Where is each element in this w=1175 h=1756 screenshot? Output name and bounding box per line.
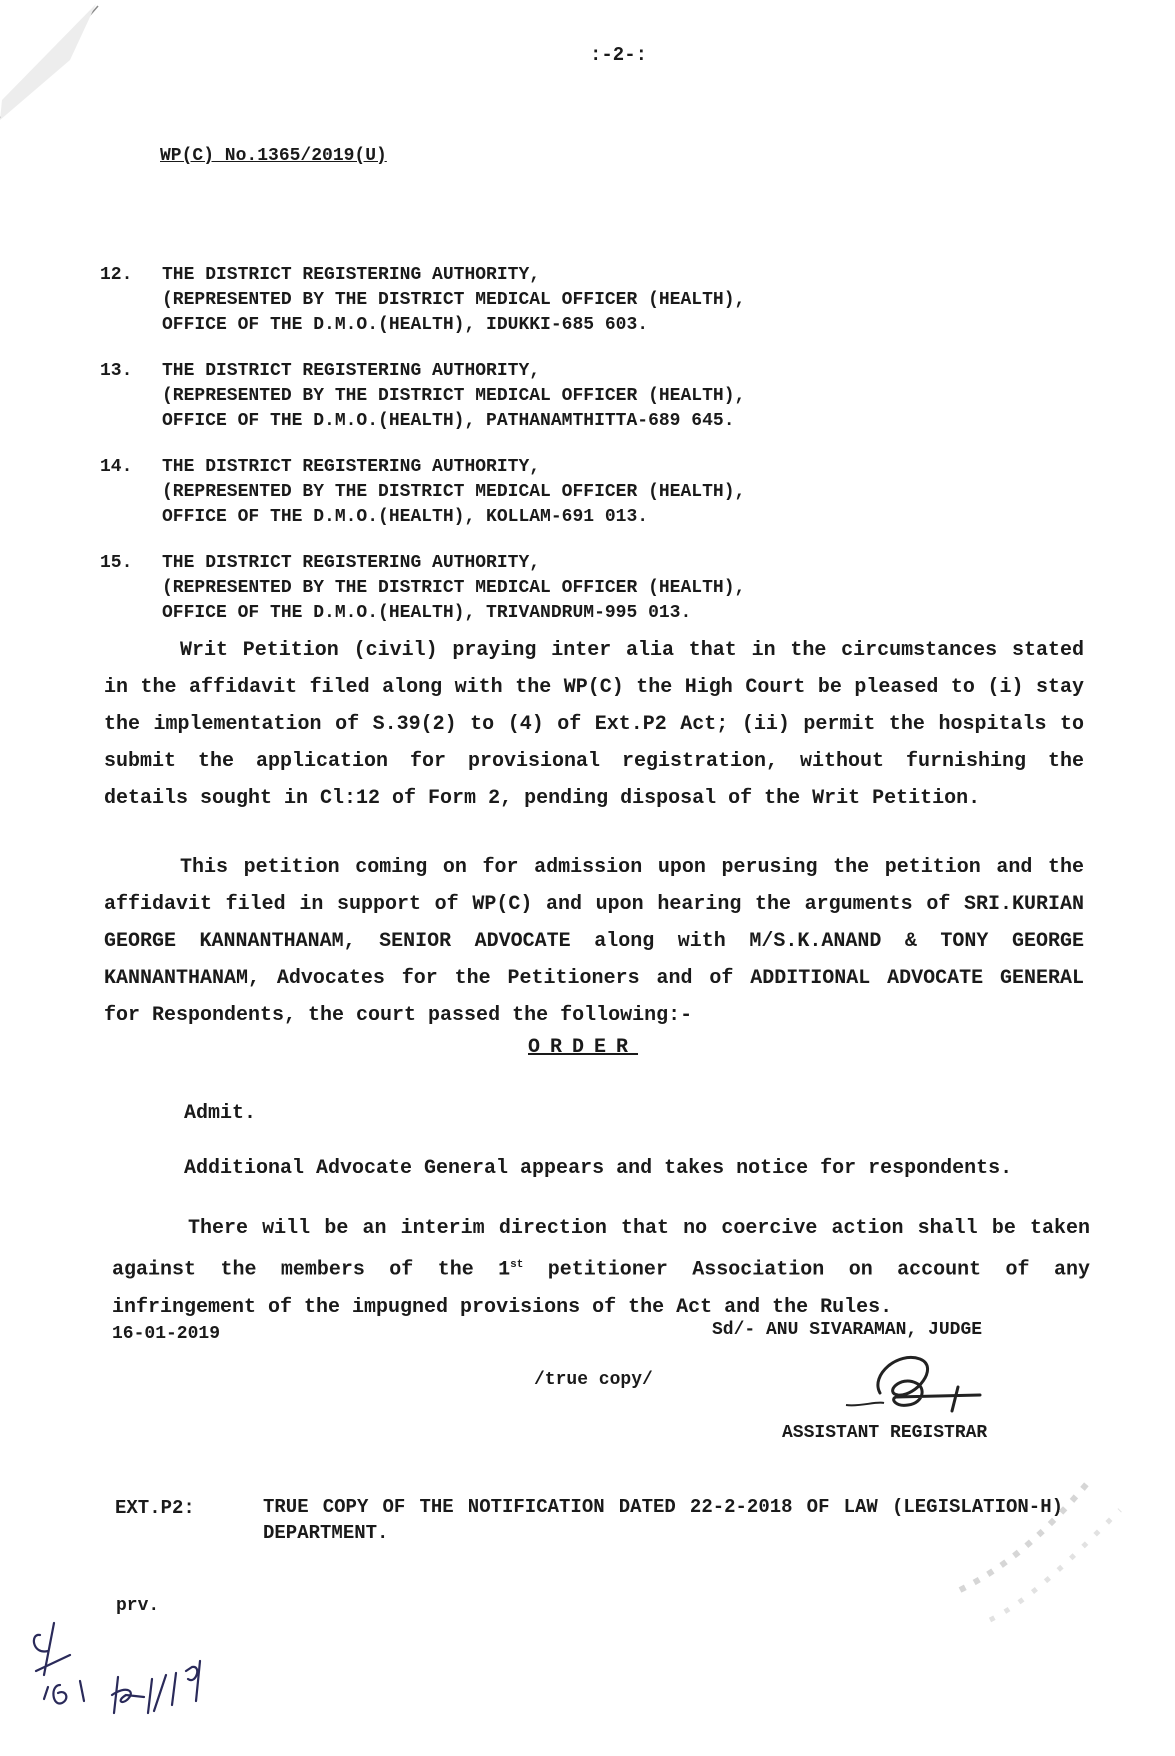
respondent-line: THE DISTRICT REGISTERING AUTHORITY,	[162, 265, 541, 285]
order-heading: ORDER	[528, 1036, 639, 1059]
hearing-text: This petition coming on for admission upon perusing the petition and the affidavit filed in support of WP(C) and upon hearing the arguments of SRI.KURIAN GEORGE KANNANTHANAM, SENIOR ADVOCATE along with M/S.K.ANAND & TONY GEORGE KANNANTHANAM, Advocates for the Petitioners and of ADDITIONAL ADVOCATE GENERAL for Respondents, the court passed the following:-	[104, 856, 1084, 1027]
signature-icon	[840, 1345, 1000, 1415]
notice-line: Additional Advocate General appears and takes notice for respondents.	[184, 1157, 1013, 1180]
faint-stamp-mark	[930, 1440, 1130, 1630]
respondent-line: THE DISTRICT REGISTERING AUTHORITY,	[162, 361, 541, 381]
respondent-number: 15.	[100, 553, 133, 573]
respondent-line: (REPRESENTED BY THE DISTRICT MEDICAL OFFICER (HEALTH),	[162, 482, 746, 502]
respondent-line: OFFICE OF THE D.M.O.(HEALTH), TRIVANDRUM-995 013.	[162, 603, 692, 623]
order-date: 16-01-2019	[112, 1324, 221, 1344]
interim-paragraph	[112, 1210, 1090, 1326]
respondent-number: 14.	[100, 457, 133, 477]
exhibit-text: TRUE COPY OF THE NOTIFICATION DATED 22-2-2018 OF LAW (LEGISLATION-H) DEPARTMENT.	[263, 1496, 1063, 1544]
hearing-paragraph	[104, 849, 1084, 1034]
prv-label: prv.	[116, 1596, 160, 1616]
respondent-line: (REPRESENTED BY THE DISTRICT MEDICAL OFFICER (HEALTH),	[162, 290, 746, 310]
interim-text-end: petitioner Association on account of any infringement of the impugned provisions of the Act and the Rules.	[112, 1258, 1090, 1319]
true-copy-label: /true copy/	[534, 1370, 653, 1390]
respondent-line: THE DISTRICT REGISTERING AUTHORITY,	[162, 553, 541, 573]
interim-text-start: There will be an interim direction that no coercive action shall be taken against the members of the 1	[112, 1217, 1090, 1282]
respondent-line: OFFICE OF THE D.M.O.(HEALTH), KOLLAM-691 013.	[162, 507, 649, 527]
case-number: WP(C) No.1365/2019(U)	[160, 146, 387, 166]
exhibit-label: EXT.P2:	[115, 1497, 195, 1519]
respondent-line: OFFICE OF THE D.M.O.(HEALTH), IDUKKI-685 603.	[162, 315, 649, 335]
respondent-number: 13.	[100, 361, 133, 381]
assistant-registrar-label: ASSISTANT REGISTRAR	[782, 1423, 988, 1443]
respondent-line: (REPRESENTED BY THE DISTRICT MEDICAL OFFICER (HEALTH),	[162, 386, 746, 406]
respondent-number: 12.	[100, 265, 133, 285]
respondent-line: OFFICE OF THE D.M.O.(HEALTH), PATHANAMTHITTA-689 645.	[162, 411, 735, 431]
page-number: :-2-:	[590, 44, 648, 66]
judge-signature: Sd/- ANU SIVARAMAN, JUDGE	[712, 1320, 983, 1340]
handwritten-note-icon	[26, 1615, 236, 1725]
admit-line: Admit.	[184, 1102, 257, 1125]
ordinal-suffix: st	[510, 1259, 524, 1271]
respondent-line: (REPRESENTED BY THE DISTRICT MEDICAL OFFICER (HEALTH),	[162, 578, 746, 598]
folded-corner-mark	[0, 0, 120, 130]
prayer-text: Writ Petition (civil) praying inter alia that in the circumstances stated in the affidavit filed along with the WP(C) the High Court be pleased to (i) stay the implementation of S.39(2) to (4) of Ext.P2 Act; (ii) permit the hospitals to submit the application for provisional registration, without furnishing the details sought in Cl:12 of Form 2, pending disposal of the Writ Petition.	[104, 639, 1084, 810]
prayer-paragraph	[104, 632, 1084, 817]
respondent-line: THE DISTRICT REGISTERING AUTHORITY,	[162, 457, 541, 477]
